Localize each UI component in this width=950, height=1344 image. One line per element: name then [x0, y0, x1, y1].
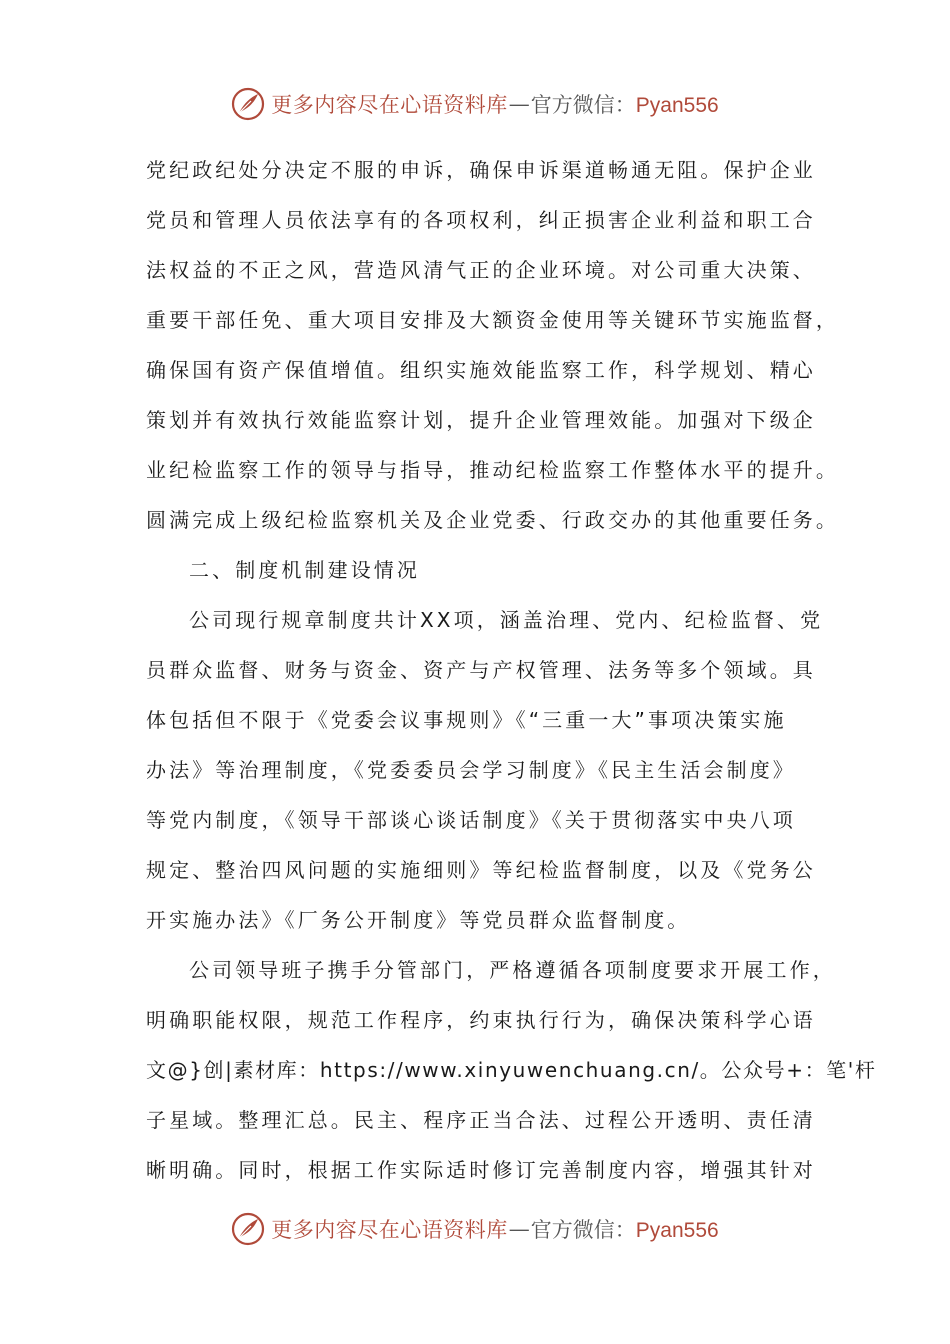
- body-line: 法权益的不正之风，营造风清气正的企业环境。对公司重大决策、: [146, 258, 816, 282]
- quill-logo-icon: [231, 1212, 265, 1246]
- body-line: 党员和管理人员依法享有的各项权利，纠正损害企业利益和职工合: [146, 208, 816, 232]
- body-line: 公司领导班子携手分管部门，严格遵循各项制度要求开展工作，: [189, 958, 836, 982]
- footer-banner: [0, 1209, 950, 1249]
- header-contact: [531, 89, 719, 119]
- header-contact-handle: Pyan556: [635, 94, 719, 117]
- header-banner-text: 更多内容尽在心语资料库: [271, 93, 508, 117]
- header-contact-label: 官方微信：: [530, 93, 636, 117]
- document-body: [146, 145, 877, 1195]
- body-line: 策划并有效执行效能监察计划，提升企业管理效能。加强对下级企: [146, 408, 816, 432]
- footer-contact-label: 官方微信：: [530, 1218, 636, 1242]
- body-line: 晰明确。同时，根据工作实际适时修订完善制度内容，增强其针对: [146, 1158, 816, 1182]
- body-line: 规定、整治四风问题的实施细则》等纪检监督制度，以及《党务公: [146, 858, 816, 882]
- body-line: 体包括但不限于《党委会议事规则》《“三重一大”事项决策实施: [146, 708, 787, 732]
- quill-logo-icon: [231, 87, 265, 121]
- footer-contact-handle: Pyan556: [635, 1219, 719, 1242]
- body-line: 公司现行规章制度共计XX项，涵盖治理、党内、纪检监督、党: [189, 608, 824, 632]
- header-banner-dash: —: [508, 92, 530, 116]
- body-line: 文@}创|素材库：https://www.xinyuwenchuang.cn/。公众号+：笔'杆: [146, 1058, 877, 1082]
- body-line: 员群众监督、财务与资金、资产与产权管理、法务等多个领域。具: [146, 658, 816, 682]
- body-line: 业纪检监察工作的领导与指导，推动纪检监察工作整体水平的提升。: [146, 458, 839, 482]
- body-line: 圆满完成上级纪检监察机关及企业党委、行政交办的其他重要任务。: [146, 508, 839, 532]
- body-line: 子星域。整理汇总。民主、程序正当合法、过程公开透明、责任清: [146, 1108, 816, 1132]
- body-line: 办法》等治理制度，《党委委员会学习制度》《民主生活会制度》: [146, 758, 796, 782]
- body-line: 开实施办法》《厂务公开制度》等党员群众监督制度。: [146, 908, 691, 932]
- section-heading: 二、制度机制建设情况: [189, 558, 420, 582]
- footer-contact: [531, 1214, 719, 1244]
- body-line: 明确职能权限，规范工作程序，约束执行行为，确保决策科学心语: [146, 1008, 816, 1032]
- footer-banner-text: 更多内容尽在心语资料库: [271, 1218, 508, 1242]
- body-line: 重要干部任免、重大项目安排及大额资金使用等关键环节实施监督，: [146, 308, 839, 332]
- body-line: 确保国有资产保值增值。组织实施效能监察工作，科学规划、精心: [146, 358, 816, 382]
- footer-banner-dash: —: [508, 1217, 530, 1241]
- body-line: 党纪政纪处分决定不服的申诉，确保申诉渠道畅通无阻。保护企业: [146, 158, 816, 182]
- body-line: 等党内制度，《领导干部谈心谈话制度》《关于贯彻落实中央八项: [146, 808, 796, 832]
- header-banner: [0, 84, 950, 124]
